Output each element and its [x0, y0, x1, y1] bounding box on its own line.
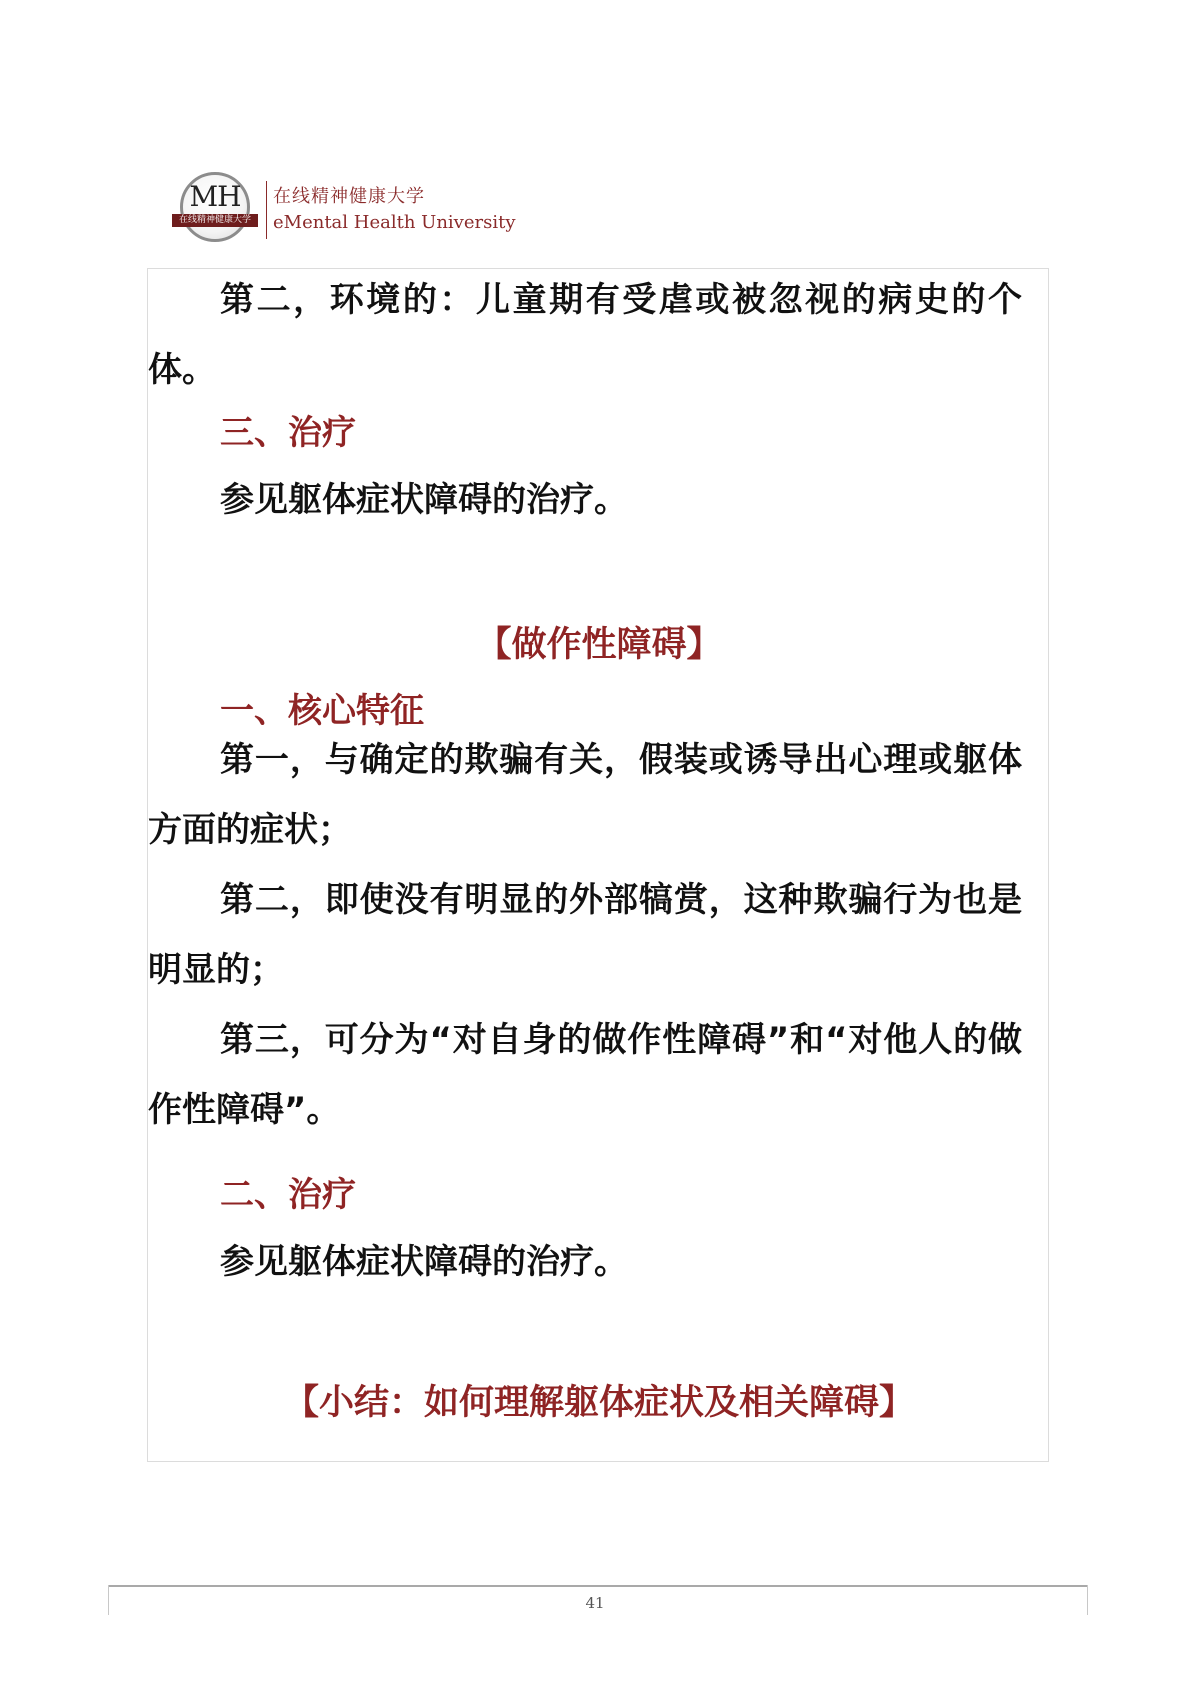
header-title-block [273, 184, 516, 236]
header-logo [172, 172, 516, 248]
header-title-en: eMental Health University [273, 212, 516, 233]
summary-title: 【小结：如何理解躯体症状及相关障碍】 [283, 1383, 914, 1423]
paragraph-treatment-reference-2: 参见躯体症状障碍的治疗。 [220, 1242, 628, 1282]
paragraph-core-feature-2: 第二，即使没有明显的外部犒赏，这种欺骗行为也是明显的； [148, 880, 1022, 990]
paragraph-environment: 第二，环境的：儿童期有受虐或被忽视的病史的个体。 [148, 280, 1022, 390]
header-divider [266, 181, 267, 239]
heading-core-features: 一、核心特征 [220, 691, 424, 731]
paragraph-treatment-reference: 参见躯体症状障碍的治疗。 [220, 480, 628, 520]
heading-treatment-two: 二、治疗 [220, 1175, 356, 1215]
mh-seal-logo [172, 172, 256, 248]
seal-ribbon: 在线精神健康大学 [172, 214, 258, 227]
header-title-cn: 在线精神健康大学 [273, 186, 425, 207]
paragraph-core-feature-1: 第一，与确定的欺骗有关，假装或诱导出心理或躯体方面的症状； [148, 740, 1022, 850]
heading-treatment-three: 三、治疗 [220, 413, 356, 453]
page-number: 41 [585, 1594, 605, 1612]
section-title-factitious-disorder: 【做作性障碍】 [476, 625, 722, 665]
footer-rule [108, 1585, 1088, 1587]
content-frame [147, 268, 1049, 1462]
seal-letters: MH [189, 180, 241, 213]
paragraph-core-feature-3: 第三，可分为“对自身的做作性障碍”和“对他人的做作性障碍”。 [148, 1020, 1022, 1130]
